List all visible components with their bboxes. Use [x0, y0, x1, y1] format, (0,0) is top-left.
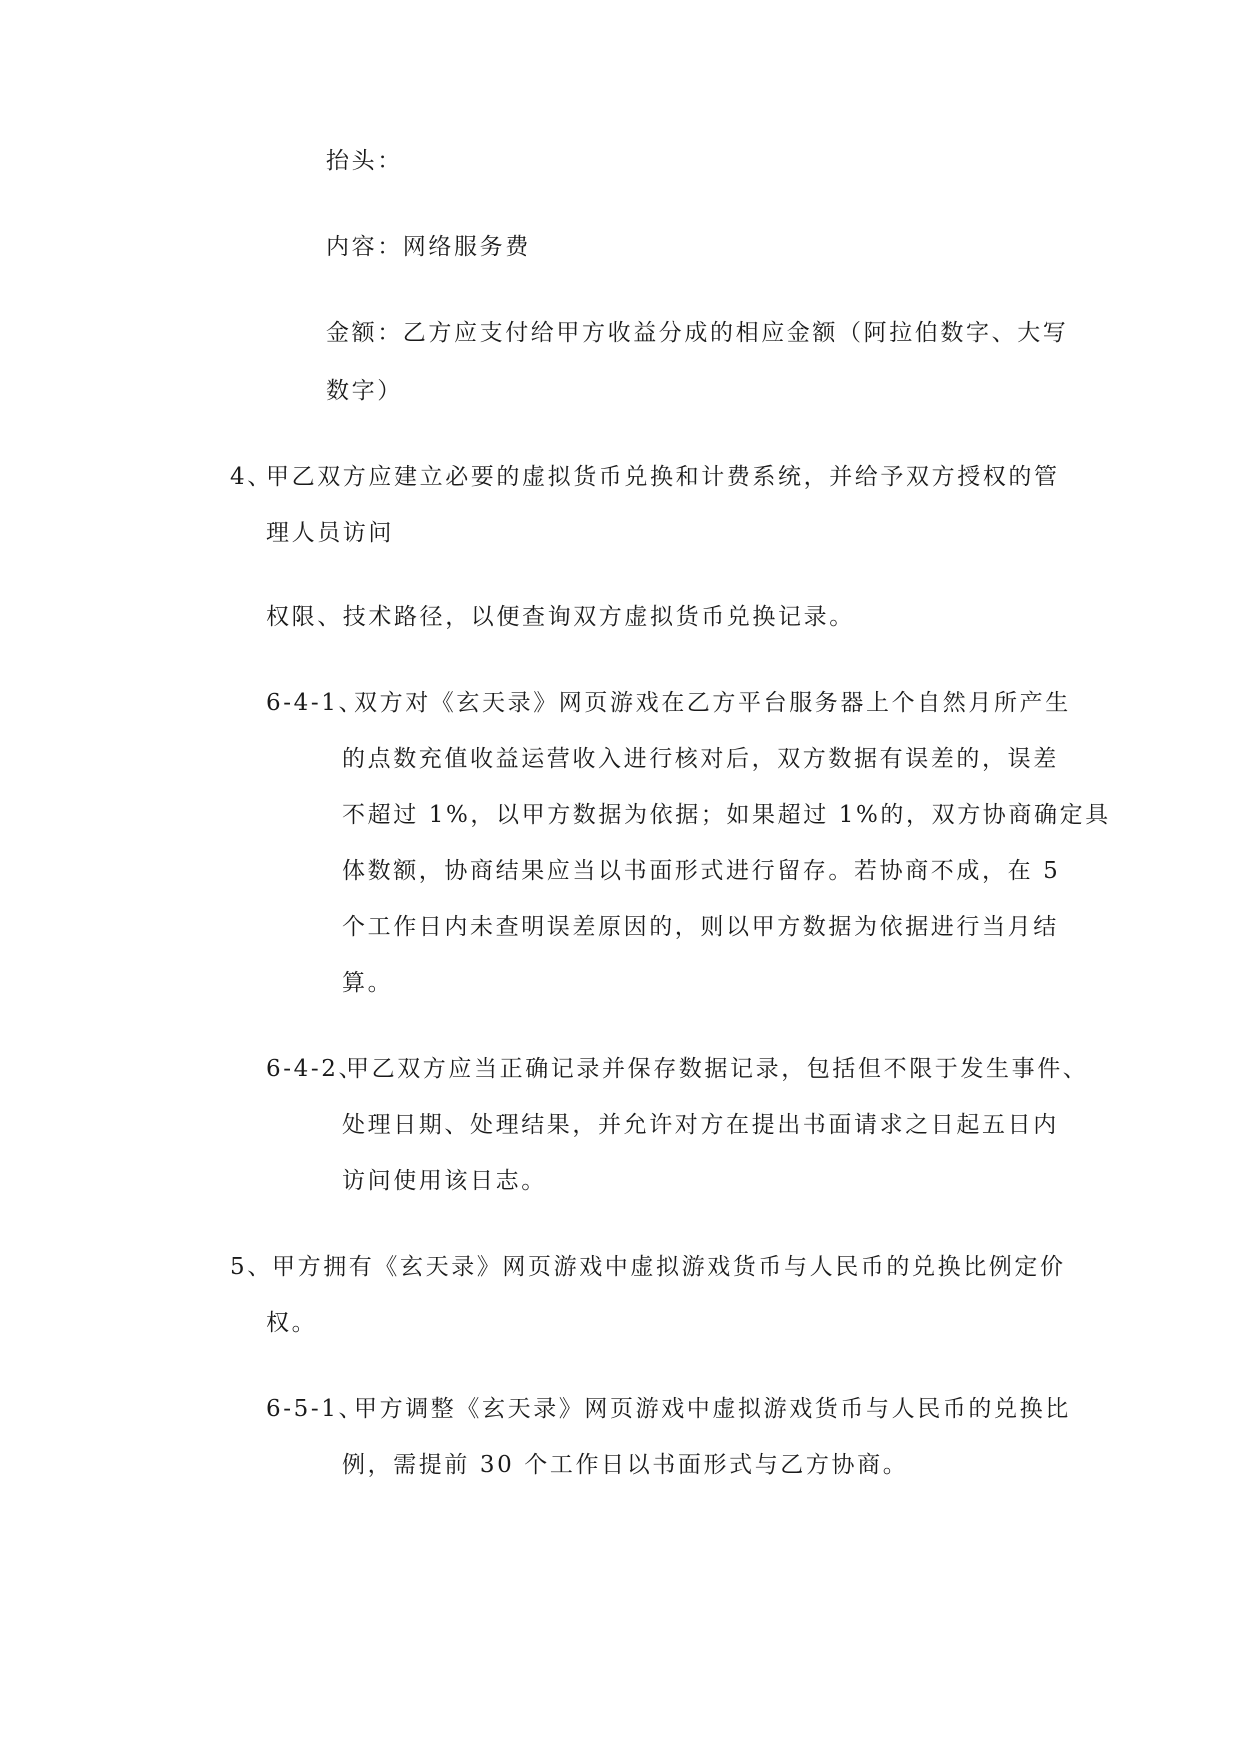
clause-5-number: 5、: [230, 1254, 273, 1280]
clause-6-4-1-line: 的点数充值收益运营收入进行核对后，双方数据有误差的，误差: [342, 746, 1059, 772]
invoice-amount-line: 金额：乙方应支付给甲方收益分成的相应金额（阿拉伯数字、大写: [326, 320, 1069, 346]
invoice-header-line: 抬头：: [326, 148, 403, 174]
clause-5-line: 甲方拥有《玄天录》网页游戏中虚拟游戏货币与人民币的兑换比例定价: [272, 1254, 1066, 1280]
clause-4-line: 理人员访问: [266, 520, 394, 546]
clause-6-4-2-number: 6-4-2、: [266, 1056, 365, 1082]
clause-6-5-1-number: 6-5-1、: [266, 1396, 365, 1422]
clause-6-4-1-number: 6-4-1、: [266, 690, 365, 716]
clause-4-line: 权限、技术路径，以便查询双方虚拟货币兑换记录。: [266, 604, 855, 630]
clause-6-4-2-line: 访问使用该日志。: [342, 1168, 547, 1194]
clause-4-line: 甲乙双方应建立必要的虚拟货币兑换和计费系统，并给予双方授权的管: [266, 464, 1060, 490]
clause-6-4-1-line: 个工作日内未查明误差原因的，则以甲方数据为依据进行当月结: [342, 914, 1059, 940]
clause-4-number: 4、: [230, 464, 273, 490]
clause-6-4-1-line: 算。: [342, 970, 394, 996]
clause-6-4-1-line: 不超过 1%，以甲方数据为依据；如果超过 1%的，双方协商确定具: [342, 802, 1111, 828]
clause-6-5-1-line: 例，需提前 30 个工作日以书面形式与乙方协商。: [342, 1452, 909, 1478]
clause-6-4-2-line: 处理日期、处理结果，并允许对方在提出书面请求之日起五日内: [342, 1112, 1059, 1138]
invoice-amount-line-continued: 数字）: [326, 378, 403, 404]
clause-6-4-1-line: 体数额，协商结果应当以书面形式进行留存。若协商不成，在 5: [342, 858, 1061, 884]
clause-5-line: 权。: [266, 1310, 318, 1336]
clause-6-4-2-line: 甲乙双方应当正确记录并保存数据记录，包括但不限于发生事件、: [346, 1056, 1089, 1082]
clause-6-4-1-line: 双方对《玄天录》网页游戏在乙方平台服务器上个自然月所产生: [354, 690, 1071, 716]
invoice-content-line: 内容：网络服务费: [326, 234, 531, 260]
clause-6-5-1-line: 甲方调整《玄天录》网页游戏中虚拟游戏货币与人民币的兑换比: [354, 1396, 1071, 1422]
